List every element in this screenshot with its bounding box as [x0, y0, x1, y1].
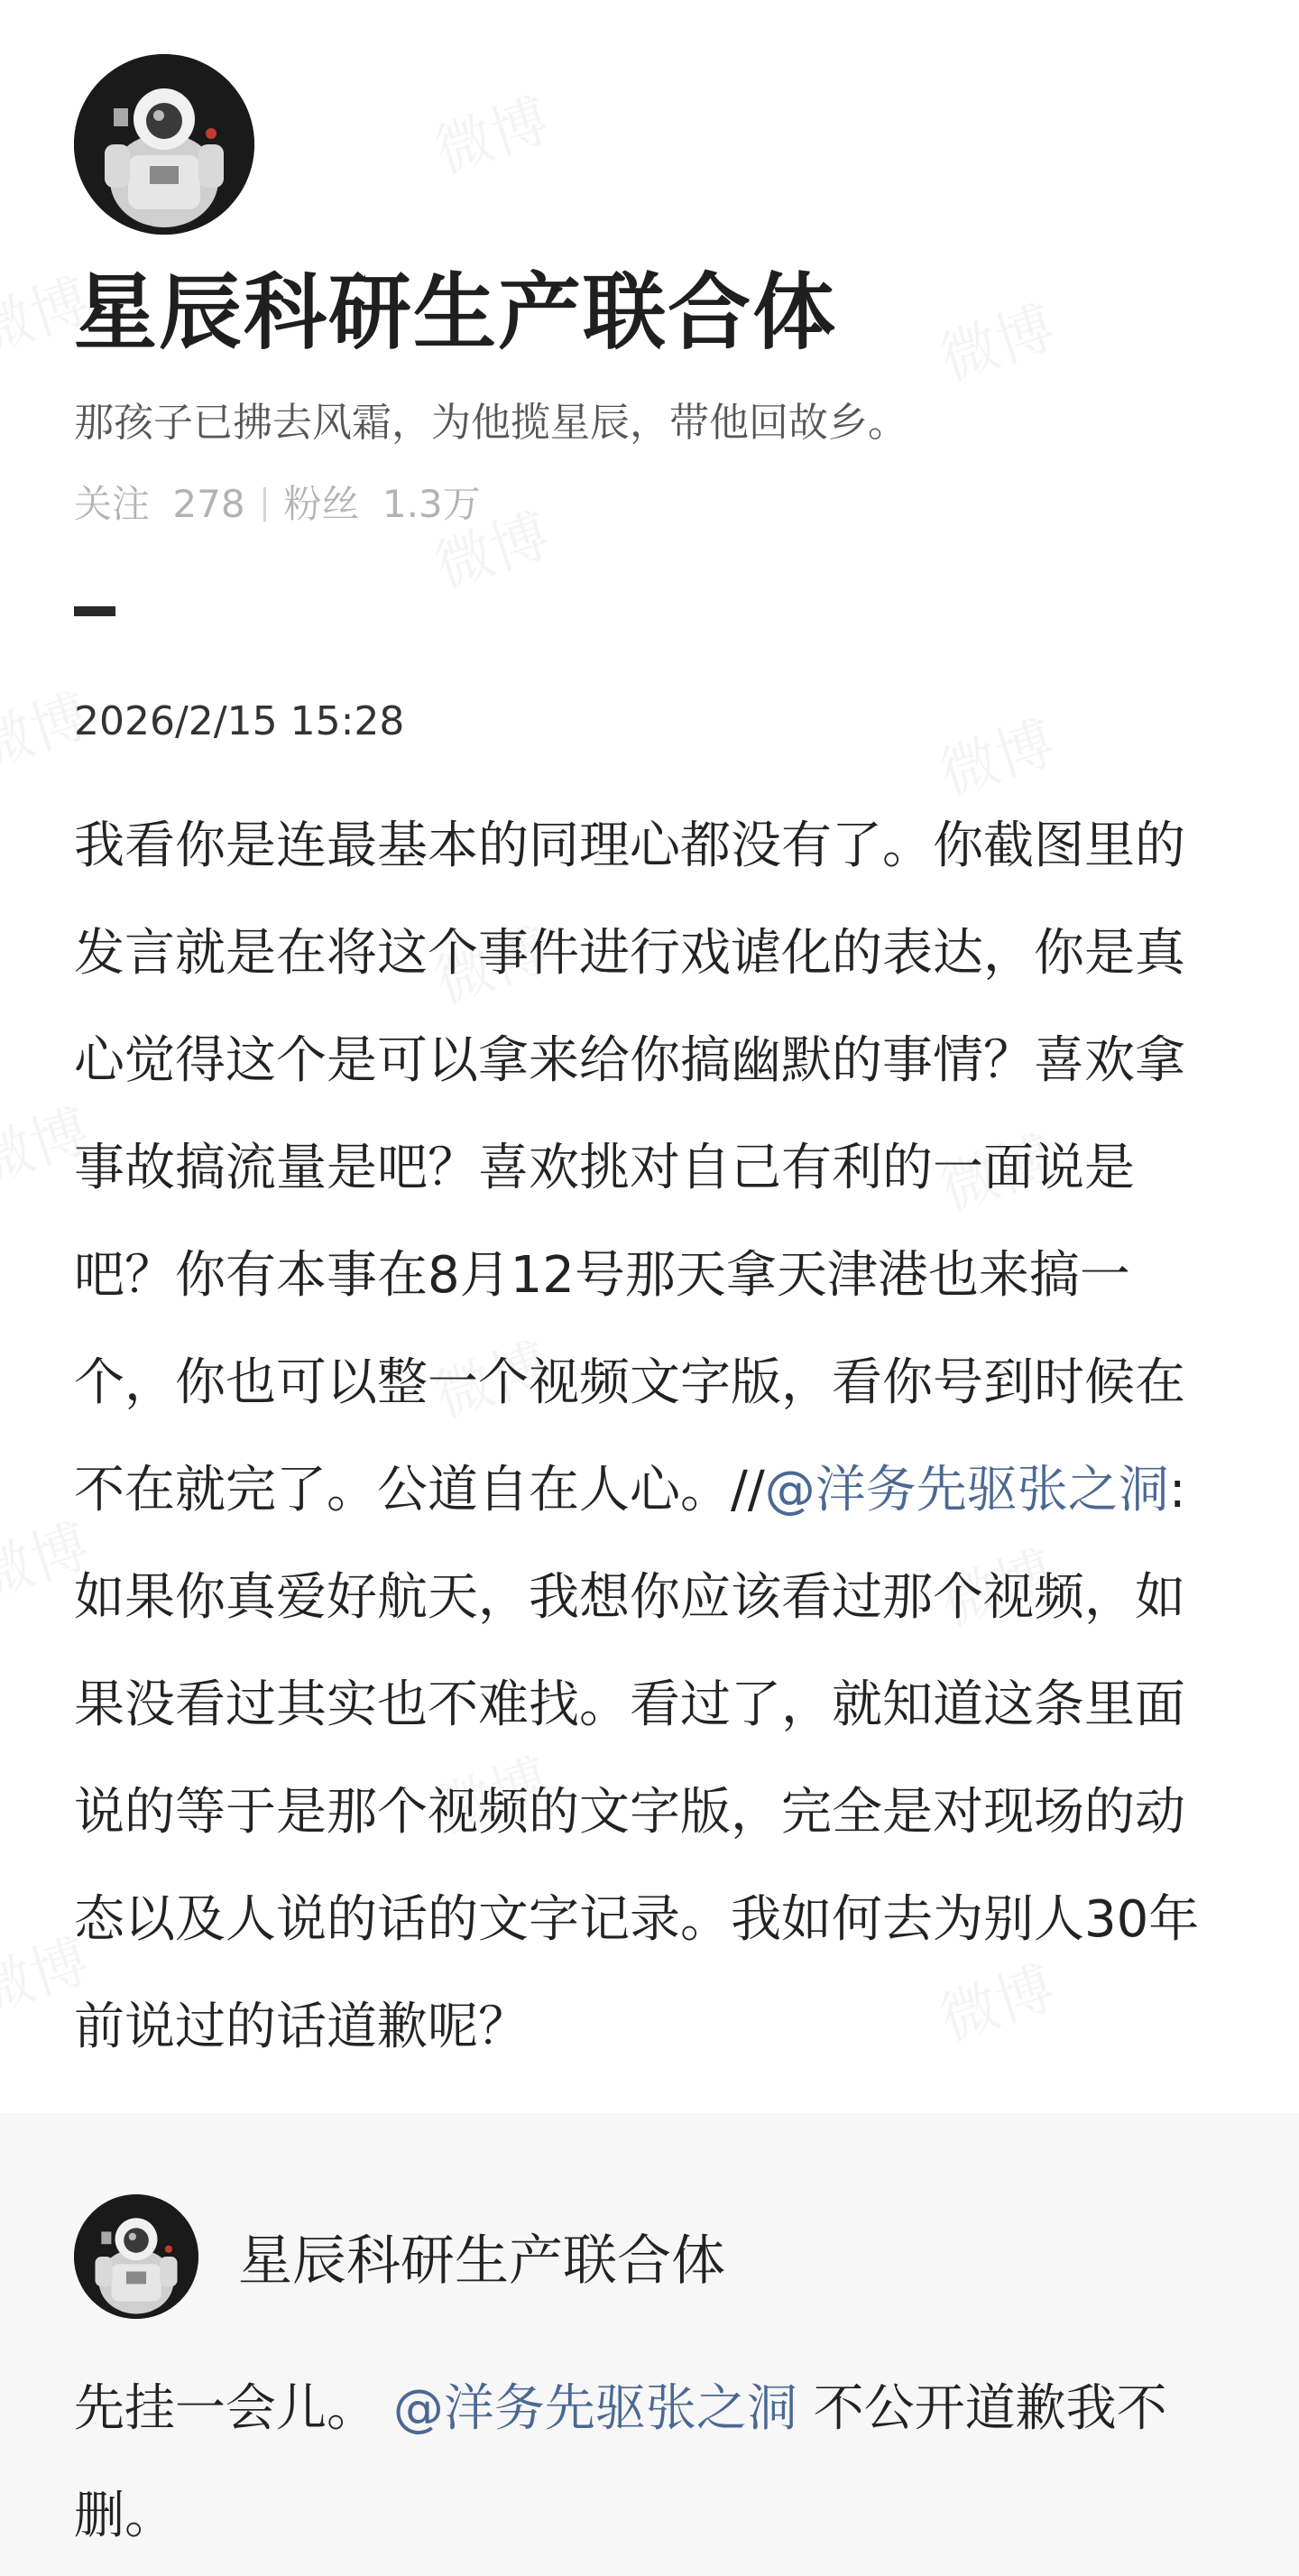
- section-divider: [74, 606, 115, 616]
- watermark: [423, 74, 558, 189]
- astronaut-avatar-icon: [74, 2194, 198, 2319]
- comment-text: [74, 2355, 1229, 2570]
- post-timestamp: 2026/2/15 15:28: [74, 698, 405, 744]
- fans-label: 粉丝: [283, 482, 360, 526]
- following-stat[interactable]: [74, 476, 245, 532]
- profile-stats: [74, 476, 481, 532]
- fans-count: 1.3万: [382, 482, 481, 526]
- profile-name: 星辰科研生产联合体: [74, 264, 838, 361]
- following-count: 278: [172, 482, 245, 526]
- astronaut-avatar-icon: [74, 54, 254, 235]
- comment-avatar[interactable]: [74, 2194, 198, 2319]
- watermark: [928, 282, 1064, 396]
- profile-avatar[interactable]: [74, 54, 254, 235]
- post-text-after: :如果你真爱好航天，我想你应该看过那个视频，如果没看过其实也不难找。看过了，就知道这条里面说的等于是那个视频的文字版，完全是对现场的动态以及人说的话的文字记录。我如何去为别人30年前说过的话道歉呢？: [74, 1461, 1200, 2056]
- profile-bio: 那孩子已拂去风霜，为他揽星辰，带他回故乡。: [74, 400, 907, 446]
- fans-stat[interactable]: [284, 476, 481, 532]
- comment-header: [74, 2194, 725, 2319]
- comment-mention-link[interactable]: @洋务先驱张之洞: [392, 2379, 797, 2438]
- comment-author[interactable]: 星辰科研生产联合体: [238, 2230, 725, 2293]
- stats-divider: [263, 487, 266, 522]
- post-text: [74, 792, 1229, 2081]
- following-label: 关注: [74, 482, 151, 526]
- comment-section: [0, 2113, 1299, 2576]
- post-text-before: 我看你是连最基本的同理心都没有了。你截图里的发言就是在将这个事件进行戏谑化的表达，你是真心觉得这个是可以拿来给你搞幽默的事情？喜欢拿事故搞流量是吧？喜欢挑对自己有利的一面说是吧？你有本事在8月12号那天拿天津港也来搞一个，你也可以整一个视频文字版，看你号到时候在不在就完了。公道自在人心。//: [74, 817, 1185, 1519]
- post-mention-link[interactable]: @洋务先驱张之洞: [764, 1461, 1169, 1519]
- comment-text-after: 不公开道歉我不删。: [74, 2379, 1167, 2545]
- comment-text-before: 先挂一会儿。: [74, 2379, 377, 2438]
